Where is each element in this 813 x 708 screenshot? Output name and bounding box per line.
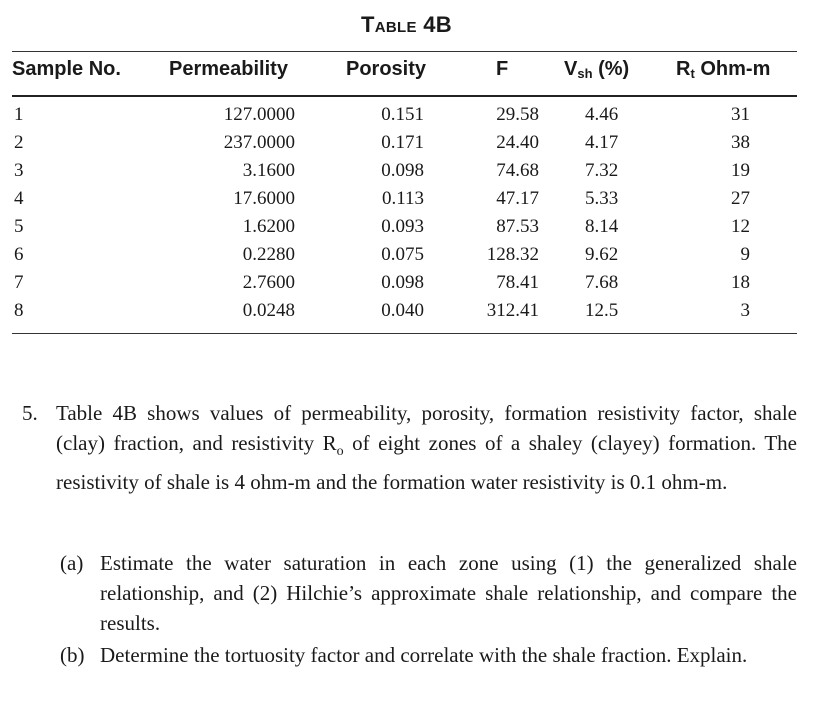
header-vsh (564, 58, 629, 81)
header-rt-sub: t (690, 66, 695, 81)
f-cell: 47.17 (496, 188, 539, 209)
vsh-cell: 5.33 (585, 188, 619, 209)
header-vsh-unit: (%) (592, 58, 630, 80)
table-row (0, 216, 813, 244)
problem-text-subscript: o (336, 444, 344, 460)
vsh-cell: 4.17 (585, 132, 619, 153)
sample-cell: 4 (14, 188, 24, 209)
rt-cell: 19 (731, 160, 750, 181)
header-rt (676, 58, 770, 81)
sample-cell: 1 (14, 104, 24, 125)
rt-cell: 31 (731, 104, 750, 125)
vsh-cell: 8.14 (585, 216, 619, 237)
vsh-cell: 7.32 (585, 160, 619, 181)
sample-cell: 6 (14, 244, 24, 265)
header-sample: Sample No. (12, 58, 121, 80)
sample-cell: 8 (14, 300, 24, 321)
header-rt-main: R (676, 58, 691, 80)
f-cell: 78.41 (496, 272, 539, 293)
vsh-cell: 7.68 (585, 272, 619, 293)
header-vsh-sub: sh (577, 66, 593, 81)
porosity-cell: 0.171 (381, 132, 424, 153)
f-cell: 128.32 (486, 244, 539, 265)
table-row (0, 160, 813, 188)
porosity-cell: 0.098 (381, 160, 424, 181)
f-cell: 74.68 (496, 160, 539, 181)
table-header-rule (12, 95, 797, 97)
table-top-rule (12, 51, 797, 52)
rt-cell: 3 (740, 300, 750, 321)
vsh-cell: 12.5 (585, 300, 619, 321)
permeability-cell: 0.2280 (242, 244, 295, 265)
permeability-cell: 3.1600 (242, 160, 295, 181)
permeability-cell: 127.0000 (223, 104, 295, 125)
header-permeability: Permeability (169, 58, 288, 80)
table-row (0, 244, 813, 272)
porosity-cell: 0.098 (381, 272, 424, 293)
f-cell: 312.41 (486, 300, 539, 321)
f-cell: 87.53 (496, 216, 539, 237)
part-a-text: Estimate the water saturation in each zone using (1) the generalized shale relationship, and (2) Hilchie’s approximate shale relationship, and compare the results. (100, 551, 797, 635)
sample-cell: 5 (14, 216, 24, 237)
sample-cell: 2 (14, 132, 24, 153)
sample-cell: 3 (14, 160, 24, 181)
vsh-cell: 4.46 (585, 104, 619, 125)
permeability-cell: 2.7600 (242, 272, 295, 293)
rt-cell: 38 (731, 132, 750, 153)
part-b-label: (b) (60, 643, 85, 667)
header-f: F (496, 58, 509, 80)
table-row (0, 132, 813, 160)
header-vsh-main: V (564, 58, 578, 80)
problem-part-b (60, 640, 797, 670)
header-rt-unit: Ohm-m (694, 58, 771, 80)
rt-cell: 27 (731, 188, 750, 209)
f-cell: 29.58 (496, 104, 539, 125)
header-porosity: Porosity (346, 58, 427, 80)
problem-text-rest: of eight zones of a shaley (clayey) formation. The resistivity of shale is 4 ohm-m and the formation water resistivity is 0.1 ohm-m. (56, 431, 797, 495)
problem-text: Table 4B shows values of permeability, porosity, formation resistivity factor, shale (clay) fraction, and resistivity R (56, 401, 797, 455)
permeability-cell: 0.0248 (242, 300, 295, 321)
porosity-cell: 0.040 (381, 300, 424, 321)
porosity-cell: 0.093 (381, 216, 424, 237)
table-row (0, 188, 813, 216)
part-b-text: Determine the tortuosity factor and correlate with the shale fraction. Explain. (100, 643, 748, 667)
porosity-cell: 0.113 (381, 188, 424, 209)
f-cell: 24.40 (496, 132, 539, 153)
rt-cell: 9 (740, 244, 750, 265)
problem-part-a (60, 548, 797, 638)
porosity-cell: 0.151 (381, 104, 424, 125)
table-bottom-rule (12, 333, 797, 334)
problem-statement (56, 398, 797, 497)
permeability-cell: 1.6200 (242, 216, 295, 237)
part-a-label: (a) (60, 551, 84, 575)
vsh-cell: 9.62 (585, 244, 619, 265)
rt-cell: 12 (731, 216, 750, 237)
problem-5 (22, 398, 797, 497)
rt-cell: 18 (731, 272, 750, 293)
table-body (0, 104, 813, 328)
table-row (0, 272, 813, 300)
table-title: Table 4B (361, 12, 452, 37)
porosity-cell: 0.075 (381, 244, 424, 265)
sample-cell: 7 (14, 272, 24, 293)
table-row (0, 300, 813, 328)
problem-number: 5. (22, 401, 38, 425)
table-row (0, 104, 813, 132)
permeability-cell: 17.6000 (233, 188, 295, 209)
permeability-cell: 237.0000 (223, 132, 295, 153)
